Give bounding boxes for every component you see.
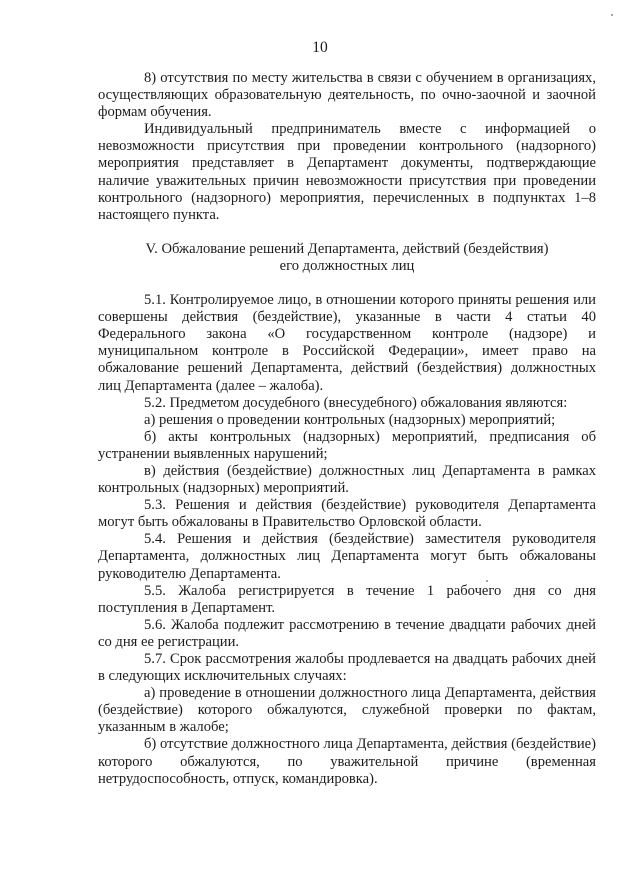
paragraph: 5.4. Решения и действия (бездействие) заместителя руководителя Департамента, должностных лиц Департамента могут быть обжалованы руководителю Департамента.	[98, 531, 596, 582]
list-item: а) проведение в отношении должностного лица Департамента, действия (бездействие) которого обжалуются, служебной проверки по фактам, указанным в жалобе;	[98, 685, 596, 736]
section-heading	[98, 241, 596, 275]
scan-dot	[611, 14, 613, 16]
document-body	[98, 70, 596, 788]
spacer	[98, 275, 596, 292]
list-item: а) решения о проведении контрольных (надзорных) мероприятий;	[144, 411, 556, 428]
paragraph: Индивидуальный предприниматель вместе с информацией о невозможности присутствия при проведении контрольного (надзорного) мероприятия представляет в Департамент документы, подтверждающие наличие уважительных причин невозможности присутствия при проведении контрольного (надзорного) мероприятия, перечисленных в подпунктах 1–8 настоящего пункта.	[98, 121, 596, 223]
list-item: б) акты контрольных (надзорных) мероприятий, предписания об устранении выявленных нарушений;	[98, 428, 596, 462]
paragraph: 5.1. Контролируемое лицо, в отношении которого приняты решения или совершены действия (бездействие), указанные в части 4 статьи 40 Федерального закона «О государственном контроле (надзоре) и муниципальном контроле в Российской Федерации», имеет право на обжалование решений Департамента, действий (бездействия) должностных лиц Департамента (далее – жалоба).	[98, 292, 596, 394]
paragraph: 5.7. Срок рассмотрения жалобы продлевается на двадцать рабочих дней в следующих исключительных случаях:	[98, 651, 596, 685]
section-heading-line: V. Обжалование решений Департамента, действий (бездействия)	[145, 240, 549, 257]
paragraph: 5.5. Жалоба регистрируется в течение 1 рабочего дня со дня поступления в Департамент.	[98, 582, 596, 616]
spacer	[98, 224, 596, 241]
list-item: в) действия (бездействие) должностных лиц Департамента в рамках контрольных (надзорных) мероприятий.	[98, 462, 596, 497]
list-item: б) отсутствие должностного лица Департамента, действия (бездействие) которого обжалуются, по уважительной причине (временная нетрудоспособность, отпуск, командировка).	[98, 736, 596, 787]
section-heading-line: его должностных лиц	[279, 257, 415, 274]
paragraph: 5.2. Предметом досудебного (внесудебного) обжалования являются:	[144, 394, 568, 411]
paragraph: 8) отсутствия по месту жительства в связи с обучением в организациях, осуществляющих образовательную деятельность, по очно-заочной и заочной формам обучения.	[98, 70, 596, 121]
paragraph: 5.3. Решения и действия (бездействие) руководителя Департамента могут быть обжалованы в Правительство Орловской области.	[98, 497, 596, 531]
paragraph: 5.6. Жалоба подлежит рассмотрению в течение двадцати рабочих дней со дня ее регистрации.	[98, 616, 596, 650]
page-number: 10	[312, 39, 328, 56]
